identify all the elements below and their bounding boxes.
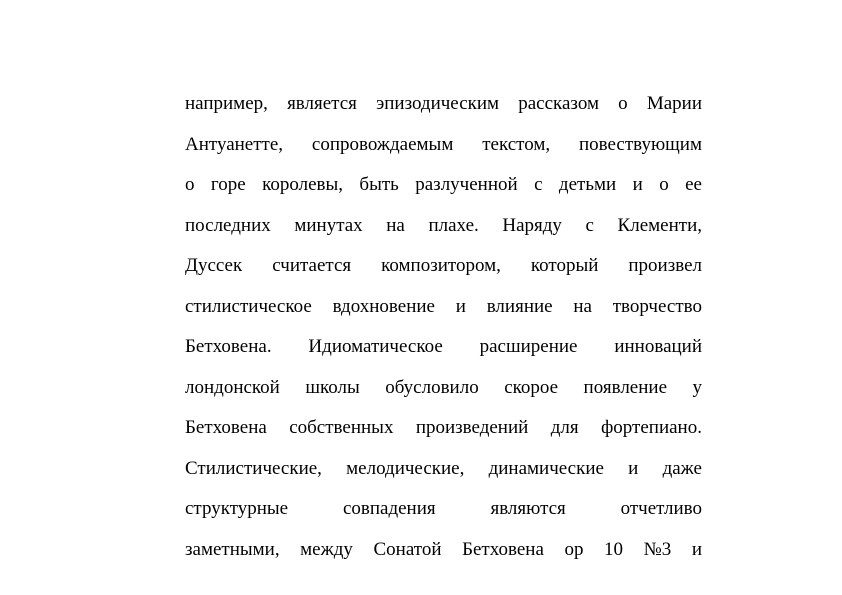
text-line-8: лондонской школы обусловило скорое появление у xyxy=(185,376,702,398)
text-line-6: стилистическое вдохновение и влияние на творчество xyxy=(185,295,702,317)
text-line-4: последних минутах на плахе. Наряду с Клементи, xyxy=(185,214,702,236)
text-line-10: Стилистические, мелодические, динамические и даже xyxy=(185,457,702,479)
text-line-1: например, является эпизодическим рассказом о Марии xyxy=(185,93,702,114)
body-paragraph xyxy=(185,84,702,570)
text-line-2: Антуанетте, сопровождаемым текстом, повествующим xyxy=(185,133,702,155)
text-line-7: Бетховена. Идиоматическое расширение инноваций xyxy=(185,336,703,357)
text-line-3: о горе королевы, быть разлученной с детьми и о ее xyxy=(185,174,702,195)
text-line-11: структурные совпадения являются отчетливо xyxy=(185,498,702,519)
text-line-9: Бетховена собственных произведений для фортепиано. xyxy=(185,417,702,438)
text-line-12: заметными, между Сонатой Бетховена ор 10 №3 и xyxy=(185,538,702,560)
text-line-5: Дуссек считается композитором, который произвел xyxy=(185,255,702,276)
